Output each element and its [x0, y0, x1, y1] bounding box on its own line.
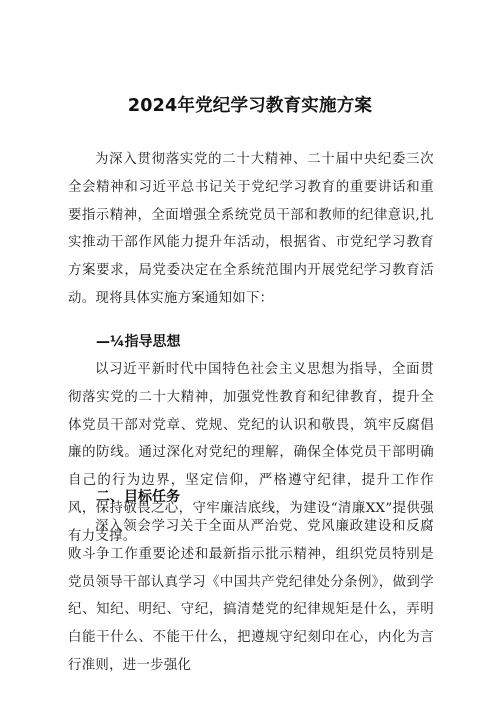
guiding-ideology-paragraph: 以习近平新时代中国特色社会主义思想为指导，全面贯彻落实党的二十大精神，加强党性教育和纪律教育，提升全体党员干部对党章、党规、党纪的认识和敬畏，筑牢反腐倡廉的防线。通过深化对党纪的理解，确保全体党员干部明确自己的行为边界，坚定信仰，严格遵守纪律，提升工作作风，保持敬畏之心，守牢廉洁底线，为建设“清廉XX”提供强有力支撑。 — [68, 362, 434, 544]
document-title: 2024年党纪学习教育实施方案 — [127, 96, 373, 116]
section-heading-goals-tasks: 二、目标任务 — [96, 489, 180, 505]
goals-tasks-paragraph: 深入领会学习关于全面从严治党、党风廉政建设和反腐败斗争工作重要论述和最新指示批示精神，组织党员特别是党员领导干部认真学习《中国共产党纪律处分条例》，做到学纪、知纪、明纪、守纪，搞清楚党的纪律规矩是什么，弄明白能干什么、不能干什么，把遵规守纪刻印在心，内化为言行准则，进一步强化 — [68, 519, 434, 673]
intro-paragraph: 为深入贯彻落实党的二十大精神、二十届中央纪委三次全会精神和习近平总书记关于党纪学习教育的重要讲话和重要指示精神，全面增强全系统党员干部和教师的纪律意识,扎实推动干部作风能力提升年活动，根据省、市党纪学习教育方案要求，局党委决定在全系统范围内开展党纪学习教育活动。现将具体实施方案通知如下： — [68, 152, 434, 306]
section-heading-guiding-ideology: —¼指导思想 — [96, 334, 181, 350]
